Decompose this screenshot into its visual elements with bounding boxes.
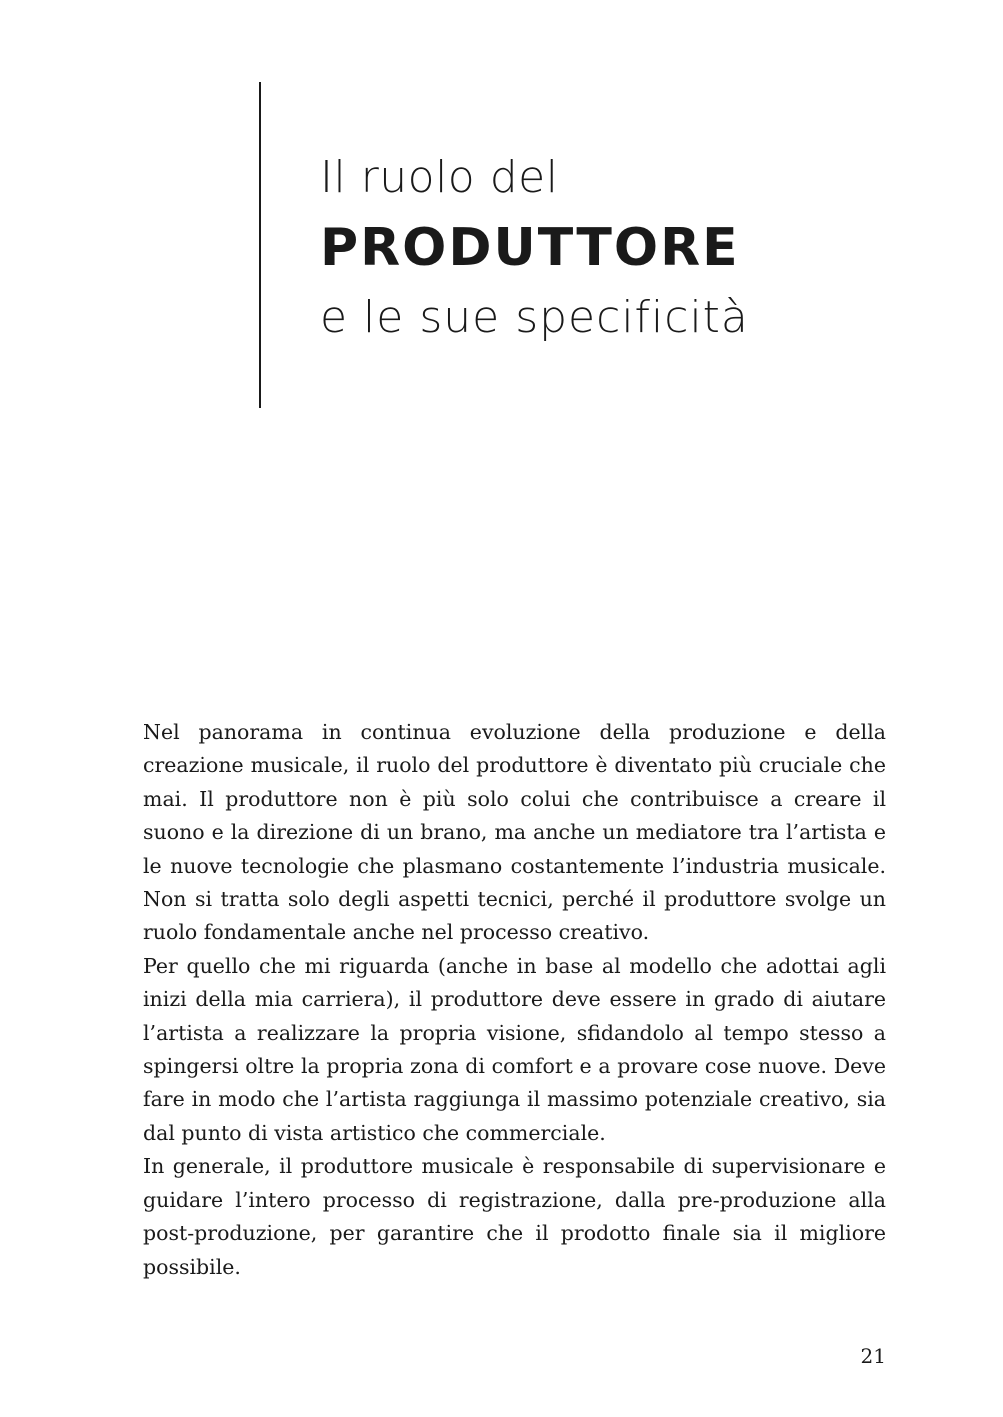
paragraph-3: In generale, il produttore musicale è responsabile di supervisionare e guidare l’intero processo di registrazione, dalla pre-produzione alla post-produzione, per garantire che il prodotto finale sia il migliore possibile. [143,1154,886,1279]
chapter-title-line-2: PRODUTTORE [320,218,740,278]
title-vertical-rule [259,82,261,408]
body-text [143,716,886,1284]
paragraph-1: Nel panorama in continua evoluzione della produzione e della creazione musicale, il ruolo del produttore è diventato più cruciale che mai. Il produttore non è più solo colui che contribuisce a creare il suono e la direzione di un brano, ma anche un mediatore tra l’artista e le nuove tecnologie che plasmano costantemente l’industria musicale. Non si tratta solo degli aspetti tecnici, perché il produttore svolge un ruolo fondamentale anche nel processo creativo. [143,720,886,945]
page-number: 21 [860,1344,886,1368]
chapter-title-line-1: Il ruolo del [320,152,559,203]
chapter-title-line-3: e le sue specificità [320,292,749,343]
paragraph-2: Per quello che mi riguarda (anche in base al modello che adottai agli inizi della mia carriera), il produttore deve essere in grado di aiutare l’artista a realizzare la propria visione, sfidandolo al tempo stesso a spingersi oltre la propria zona di comfort e a provare cose nuove. Deve fare in modo che l’artista raggiunga il massimo potenziale creativo, sia dal punto di vista artistico che commerciale. [143,953,886,1145]
chapter-title [320,146,880,350]
